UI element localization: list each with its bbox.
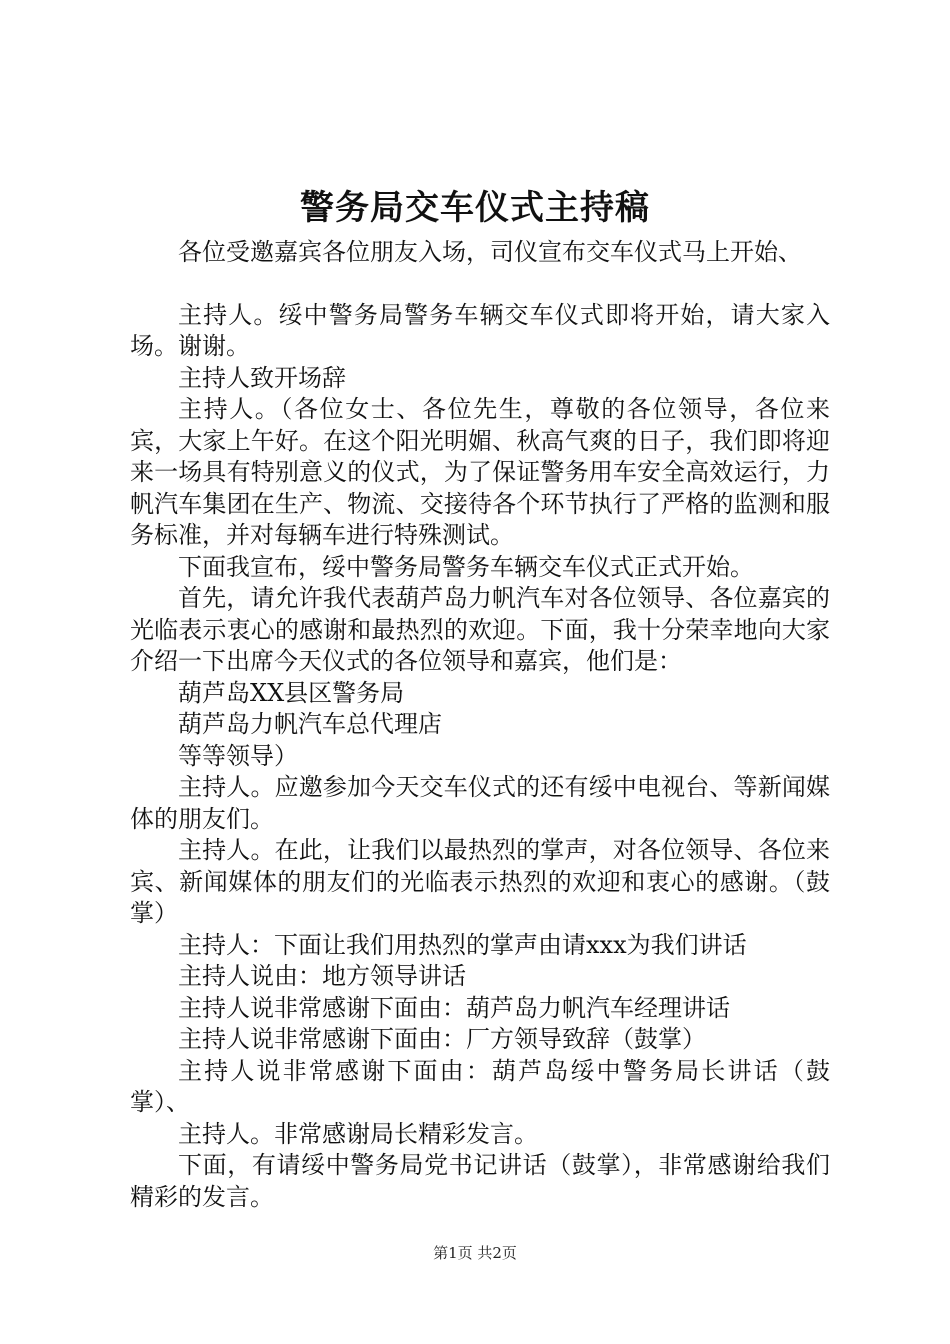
paragraph: 首先，请允许我代表葫芦岛力帆汽车对各位领导、各位嘉宾的光临表示衷心的感谢和最热烈的欢迎。下面，我十分荣幸地向大家介绍一下出席今天仪式的各位领导和嘉宾，他们是： [130, 584, 830, 675]
paragraph: 主持人：下面让我们用热烈的掌声由请xxx为我们讲话 [178, 930, 747, 959]
paragraph: 等等领导） [178, 741, 298, 770]
paragraph: 葫芦岛力帆汽车总代理店 [178, 710, 442, 738]
paragraph: 下面，有请绥中警务局党书记讲话（鼓掌），非常感谢给我们精彩的发言。 [130, 1151, 830, 1211]
paragraph: 主持人。（各位女士、各位先生，尊敬的各位领导，各位来宾，大家上午好。在这个阳光明媚、秋高气爽的日子，我们即将迎来一场具有特别意义的仪式，为了保证警务用车安全高效运行，力帆汽车集团在生产、物流、交接待各个环节执行了严格的监测和服务标准，并对每辆车进行特殊测试。 [130, 395, 830, 549]
paragraph: 主持人。绥中警务局警务车辆交车仪式即将开始，请大家入场。谢谢。 [130, 300, 830, 360]
paragraph-opening-announcement: 各位受邀嘉宾各位朋友入场，司仪宣布交车仪式马上开始、 [178, 238, 802, 266]
document-title: 警务局交车仪式主持稿 [300, 188, 650, 228]
paragraph: 主持人。非常感谢局长精彩发言。 [178, 1119, 538, 1148]
paragraph: 主持人。在此，让我们以最热烈的掌声，对各位领导、各位来宾、新闻媒体的朋友们的光临表示热烈的欢迎和衷心的感谢。（鼓掌） [130, 836, 830, 927]
paragraph: 主持人说非常感谢下面由：葫芦岛绥中警务局长讲话（鼓掌）、 [130, 1056, 830, 1116]
paragraph: 主持人说非常感谢下面由：葫芦岛力帆汽车经理讲话 [178, 993, 730, 1022]
document-body [130, 237, 830, 1213]
page-number-footer: 第1页 共2页 [433, 1244, 517, 1262]
paragraph: 主持人。应邀参加今天交车仪式的还有绥中电视台、等新闻媒体的朋友们。 [130, 773, 830, 833]
paragraph: 主持人致开场辞 [178, 363, 346, 392]
paragraph: 葫芦岛XX县区警务局 [178, 678, 405, 707]
paragraph: 主持人说非常感谢下面由：厂方领导致辞（鼓掌） [178, 1025, 706, 1053]
paragraph: 主持人说由：地方领导讲话 [178, 962, 466, 990]
paragraph: 下面我宣布，绥中警务局警务车辆交车仪式正式开始。 [178, 552, 754, 581]
